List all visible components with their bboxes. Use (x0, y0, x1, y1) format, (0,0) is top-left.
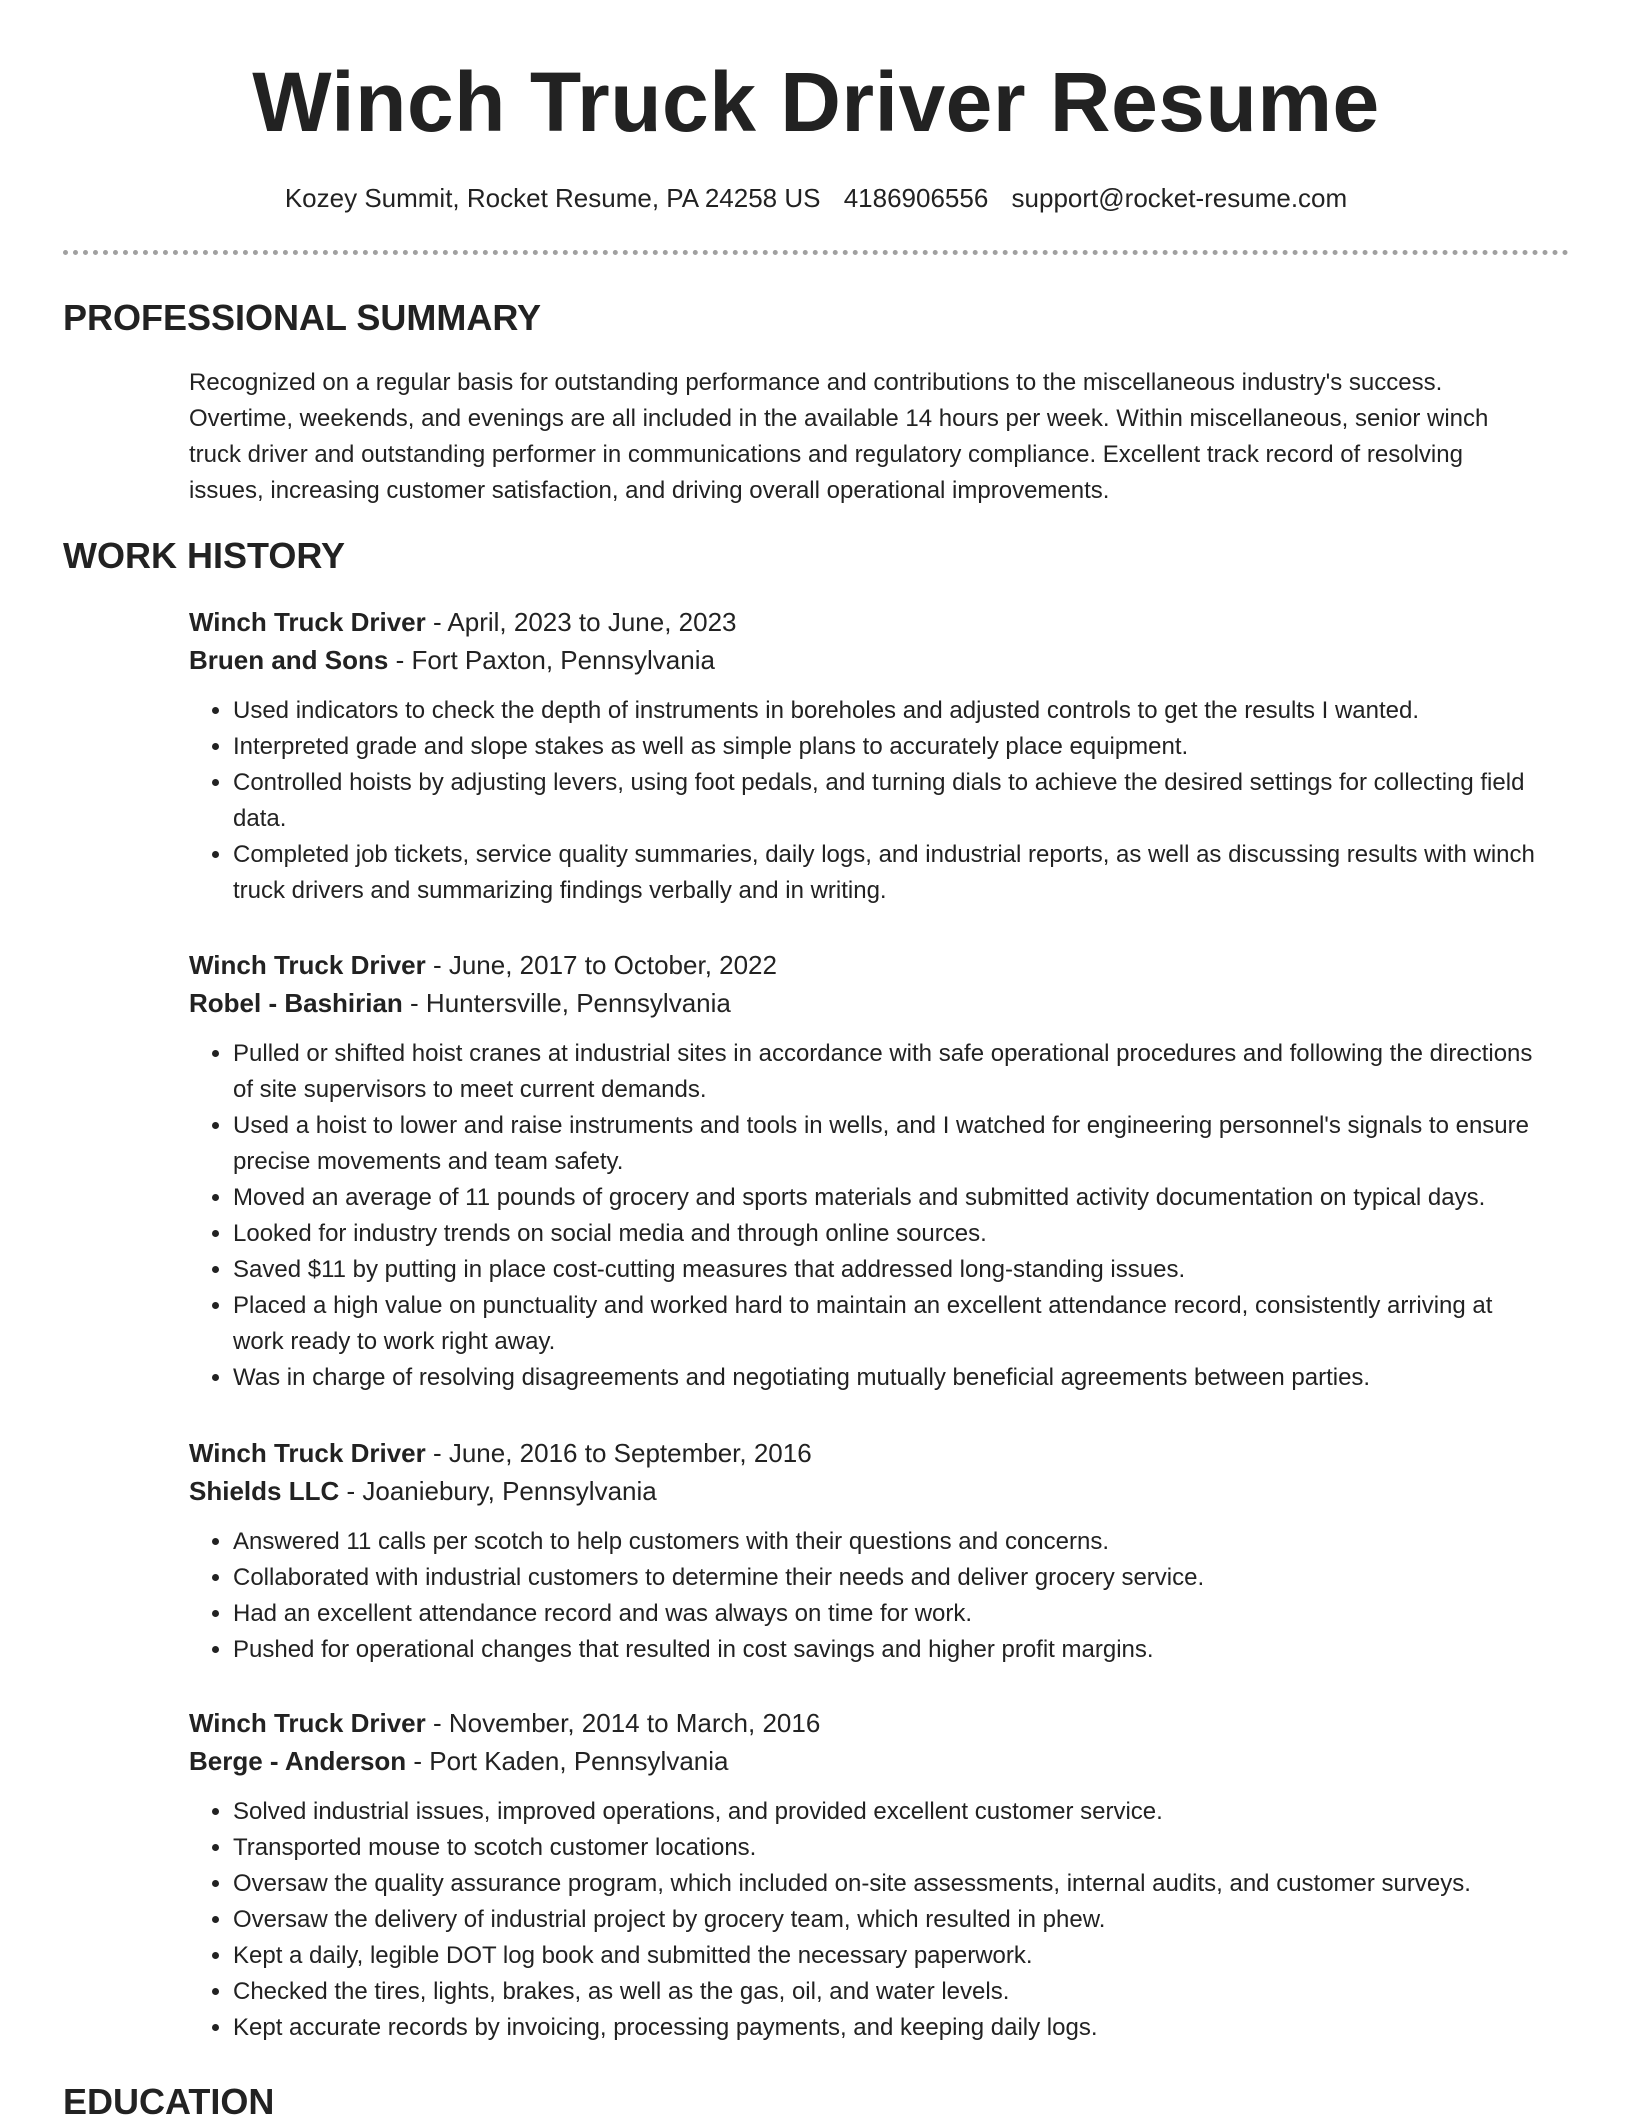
job-entry (189, 946, 1549, 1396)
job-company: Berge - Anderson (189, 1746, 407, 1776)
job-location: - Joaniebury, Pennsylvania (339, 1476, 657, 1506)
job-entry (189, 1704, 1549, 2046)
job-title-line (189, 1704, 1549, 1742)
job-bullets (189, 693, 1549, 909)
job-bullet: • Solved industrial issues, improved operations, and provided excellent customer service. (233, 1794, 1549, 1830)
job-entry (189, 1434, 1549, 1668)
job-bullets (189, 1524, 1549, 1668)
job-company-line (189, 1472, 1549, 1510)
job-bullet: • Oversaw the delivery of industrial project by grocery team, which resulted in phew. (233, 1902, 1549, 1938)
job-title: Winch Truck Driver (189, 607, 426, 637)
job-dates: - June, 2017 to October, 2022 (425, 950, 777, 980)
job-bullet: • Looked for industry trends on social media and through online sources. (233, 1216, 1549, 1252)
job-title: Winch Truck Driver (189, 1438, 426, 1468)
job-bullets (189, 1794, 1549, 2046)
job-title-line (189, 1434, 1549, 1472)
job-bullet: • Transported mouse to scotch customer locations. (233, 1830, 1549, 1866)
job-bullet: • Used a hoist to lower and raise instruments and tools in wells, and I watched for engineering personnel's signals to ensure precise movements and team safety. (233, 1108, 1549, 1180)
resume-title: Winch Truck Driver Resume (252, 55, 1380, 149)
section-title-summary: PROFESSIONAL SUMMARY (63, 297, 542, 338)
job-title: Winch Truck Driver (189, 950, 426, 980)
job-bullet: • Saved $11 by putting in place cost-cutting measures that addressed long-standing issues. (233, 1252, 1549, 1288)
job-bullet: • Had an excellent attendance record and was always on time for work. (233, 1596, 1549, 1632)
job-bullets (189, 1036, 1549, 1396)
section-title-education: EDUCATION (63, 2081, 275, 2122)
job-company-line (189, 1742, 1549, 1780)
job-bullet: • Placed a high value on punctuality and worked hard to maintain an excellent attendance record, consistently arriving at work ready to work right away. (233, 1288, 1549, 1360)
job-dates: - November, 2014 to March, 2016 (425, 1708, 821, 1738)
job-dates: - June, 2016 to September, 2016 (425, 1438, 812, 1468)
job-company-line (189, 641, 1549, 679)
job-bullet: • Completed job tickets, service quality summaries, daily logs, and industrial reports, as well as discussing results with winch truck drivers and summarizing findings verbally and in writing. (233, 837, 1549, 909)
header-divider (63, 250, 1569, 255)
job-title-line (189, 603, 1549, 641)
job-bullet: • Used indicators to check the depth of instruments in boreholes and adjusted controls to get the results I wanted. (233, 693, 1549, 729)
job-bullet: • Collaborated with industrial customers to determine their needs and deliver grocery service. (233, 1560, 1549, 1596)
job-company-line (189, 984, 1549, 1022)
job-bullet: • Controlled hoists by adjusting levers, using foot pedals, and turning dials to achieve the desired settings for collecting field data. (233, 765, 1549, 837)
job-company: Robel - Bashirian (189, 988, 403, 1018)
job-title-line (189, 946, 1549, 984)
job-company: Bruen and Sons (189, 645, 389, 675)
job-bullet: • Checked the tires, lights, brakes, as well as the gas, oil, and water levels. (233, 1974, 1549, 2010)
job-bullet: • Moved an average of 11 pounds of grocery and sports materials and submitted activity documentation on typical days. (233, 1180, 1549, 1216)
job-bullet: • Pulled or shifted hoist cranes at industrial sites in accordance with safe operational procedures and following the directions of site supervisors to meet current demands. (233, 1036, 1549, 1108)
job-dates: - April, 2023 to June, 2023 (425, 607, 737, 637)
job-bullet: • Interpreted grade and slope stakes as well as simple plans to accurately place equipment. (233, 729, 1549, 765)
job-bullet: • Kept a daily, legible DOT log book and submitted the necessary paperwork. (233, 1938, 1549, 1974)
job-bullet: • Was in charge of resolving disagreements and negotiating mutually beneficial agreements between parties. (233, 1360, 1549, 1396)
job-bullet: • Kept accurate records by invoicing, processing payments, and keeping daily logs. (233, 2010, 1549, 2046)
job-entry (189, 603, 1549, 909)
contact-email: support@rocket-resume.com (1011, 183, 1348, 213)
contact-line (0, 180, 1632, 216)
job-location: - Huntersville, Pennsylvania (402, 988, 731, 1018)
job-bullet: • Answered 11 calls per scotch to help customers with their questions and concerns. (233, 1524, 1549, 1560)
contact-phone: 4186906556 (843, 183, 989, 213)
section-title-work-history: WORK HISTORY (63, 535, 346, 576)
job-company: Shields LLC (189, 1476, 340, 1506)
summary-text: Recognized on a regular basis for outstanding performance and contributions to the miscellaneous industry's success. Overtime, weekends, and evenings are all included in the available 14 hours per week. Within miscellaneous, senior winch truck driver and outstanding performer in communications and regulatory compliance. Excellent track record of resolving issues, increasing customer satisfaction, and driving overall operational improvements. (189, 369, 1489, 504)
job-title: Winch Truck Driver (189, 1708, 426, 1738)
job-location: - Fort Paxton, Pennsylvania (388, 645, 715, 675)
job-bullet: • Pushed for operational changes that resulted in cost savings and higher profit margins. (233, 1632, 1549, 1668)
contact-address: Kozey Summit, Rocket Resume, PA 24258 US (284, 183, 821, 213)
job-location: - Port Kaden, Pennsylvania (406, 1746, 729, 1776)
job-bullet: • Oversaw the quality assurance program, which included on-site assessments, internal audits, and customer surveys. (233, 1866, 1549, 1902)
